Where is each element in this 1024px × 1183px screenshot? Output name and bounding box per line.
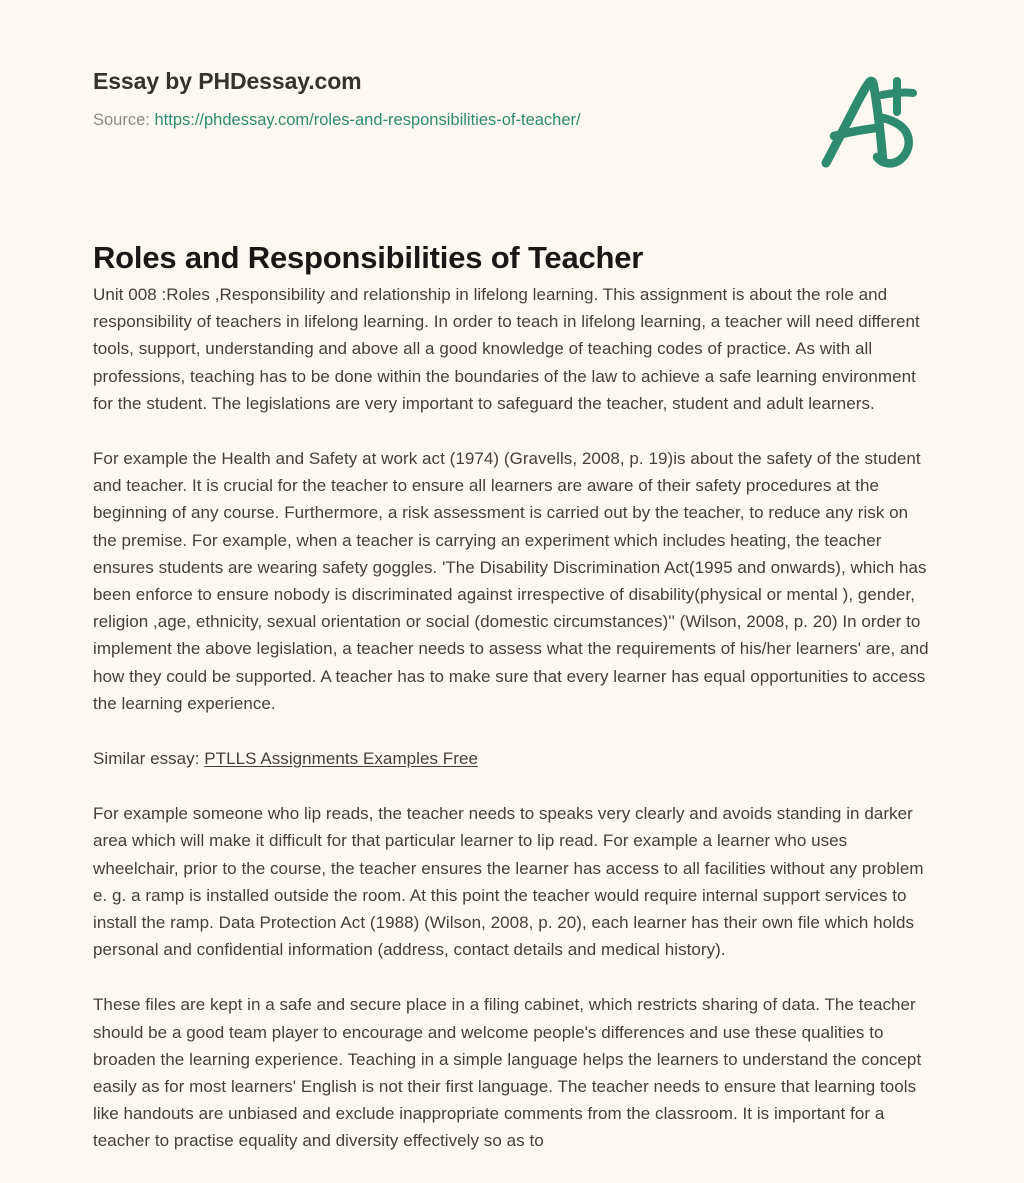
article-body <box>93 281 936 1183</box>
brand-title: Essay by PHDessay.com <box>93 68 362 94</box>
a-plus-logo-icon <box>812 66 936 176</box>
source-label: Source: <box>93 111 150 129</box>
paragraph-2: For example the Health and Safety at work act (1974) (Gravells, 2008, p. 19)is about the safety of the student and teacher. It is crucial for the teacher to ensure all learners are aware of their safety procedures at the beginning of any course. Furthermore, a risk assessment is carried out by the teacher, to reduce any risk on the premise. For example, when a teacher is carrying an experiment which includes heating, the teacher ensures students are wearing safety goggles. 'The Disability Discrimination Act(1995 and onwards), which has been enforce to ensure nobody is discriminated against irrespective of disability(physical or mental ), gender, religion ,age, ethnicity, sexual orientation or social (domestic circumstances)'' (Wilson, 2008, p. 20) In order to implement the above legislation, a teacher needs to assess what the requirements of his/her learners' are, and how they could be supported. A teacher has to make sure that every learner has equal opportunities to access the learning experience. <box>93 449 929 713</box>
paragraph-1: Unit 008 :Roles ,Responsibility and relationship in lifelong learning. This assignment is about the role and responsibility of teachers in lifelong learning. In order to teach in lifelong learning, a teacher will need different tools, support, understanding and above all a good knowledge of teaching codes of practice. As with all professions, teaching has to be done within the boundaries of the law to achieve a safe learning environment for the student. The legislations are very important to safeguard the teacher, student and adult learners. <box>93 285 920 413</box>
source-url-link[interactable]: https://phdessay.com/roles-and-responsibilities-of-teacher/ <box>154 111 581 129</box>
similar-essay-line <box>93 745 936 772</box>
paragraph-4: These files are kept in a safe and secure place in a filing cabinet, which restricts sharing of data. The teacher should be a good team player to encourage and welcome people's differences and use these qualities to broaden the learning experience. Teaching in a simple language helps the learners to understand the concept easily as for most learners' English is not their first language. The teacher needs to ensure that learning tools like handouts are unbiased and exclude inappropriate comments from the classroom. It is important for a teacher to practise equality and diversity effectively so as to <box>93 995 922 1151</box>
similar-essay-link[interactable]: PTLLS Assignments Examples Free <box>204 749 478 769</box>
paragraph-3: For example someone who lip reads, the teacher needs to speaks very clearly and avoids standing in darker area which will make it difficult for that particular learner to lip read. For example a learner who uses wheelchair, prior to the course, the teacher ensures the learner has access to all facilities without any problem e. g. a ramp is installed outside the room. At this point the teacher would require internal support services to install the ramp. Data Protection Act (1988) (Wilson, 2008, p. 20), each learner has their own file which holds personal and confidential information (address, contact details and medical history). <box>93 804 924 960</box>
page-title: Roles and Responsibilities of Teacher <box>93 239 644 275</box>
similar-essay-label: Similar essay: <box>93 749 200 769</box>
